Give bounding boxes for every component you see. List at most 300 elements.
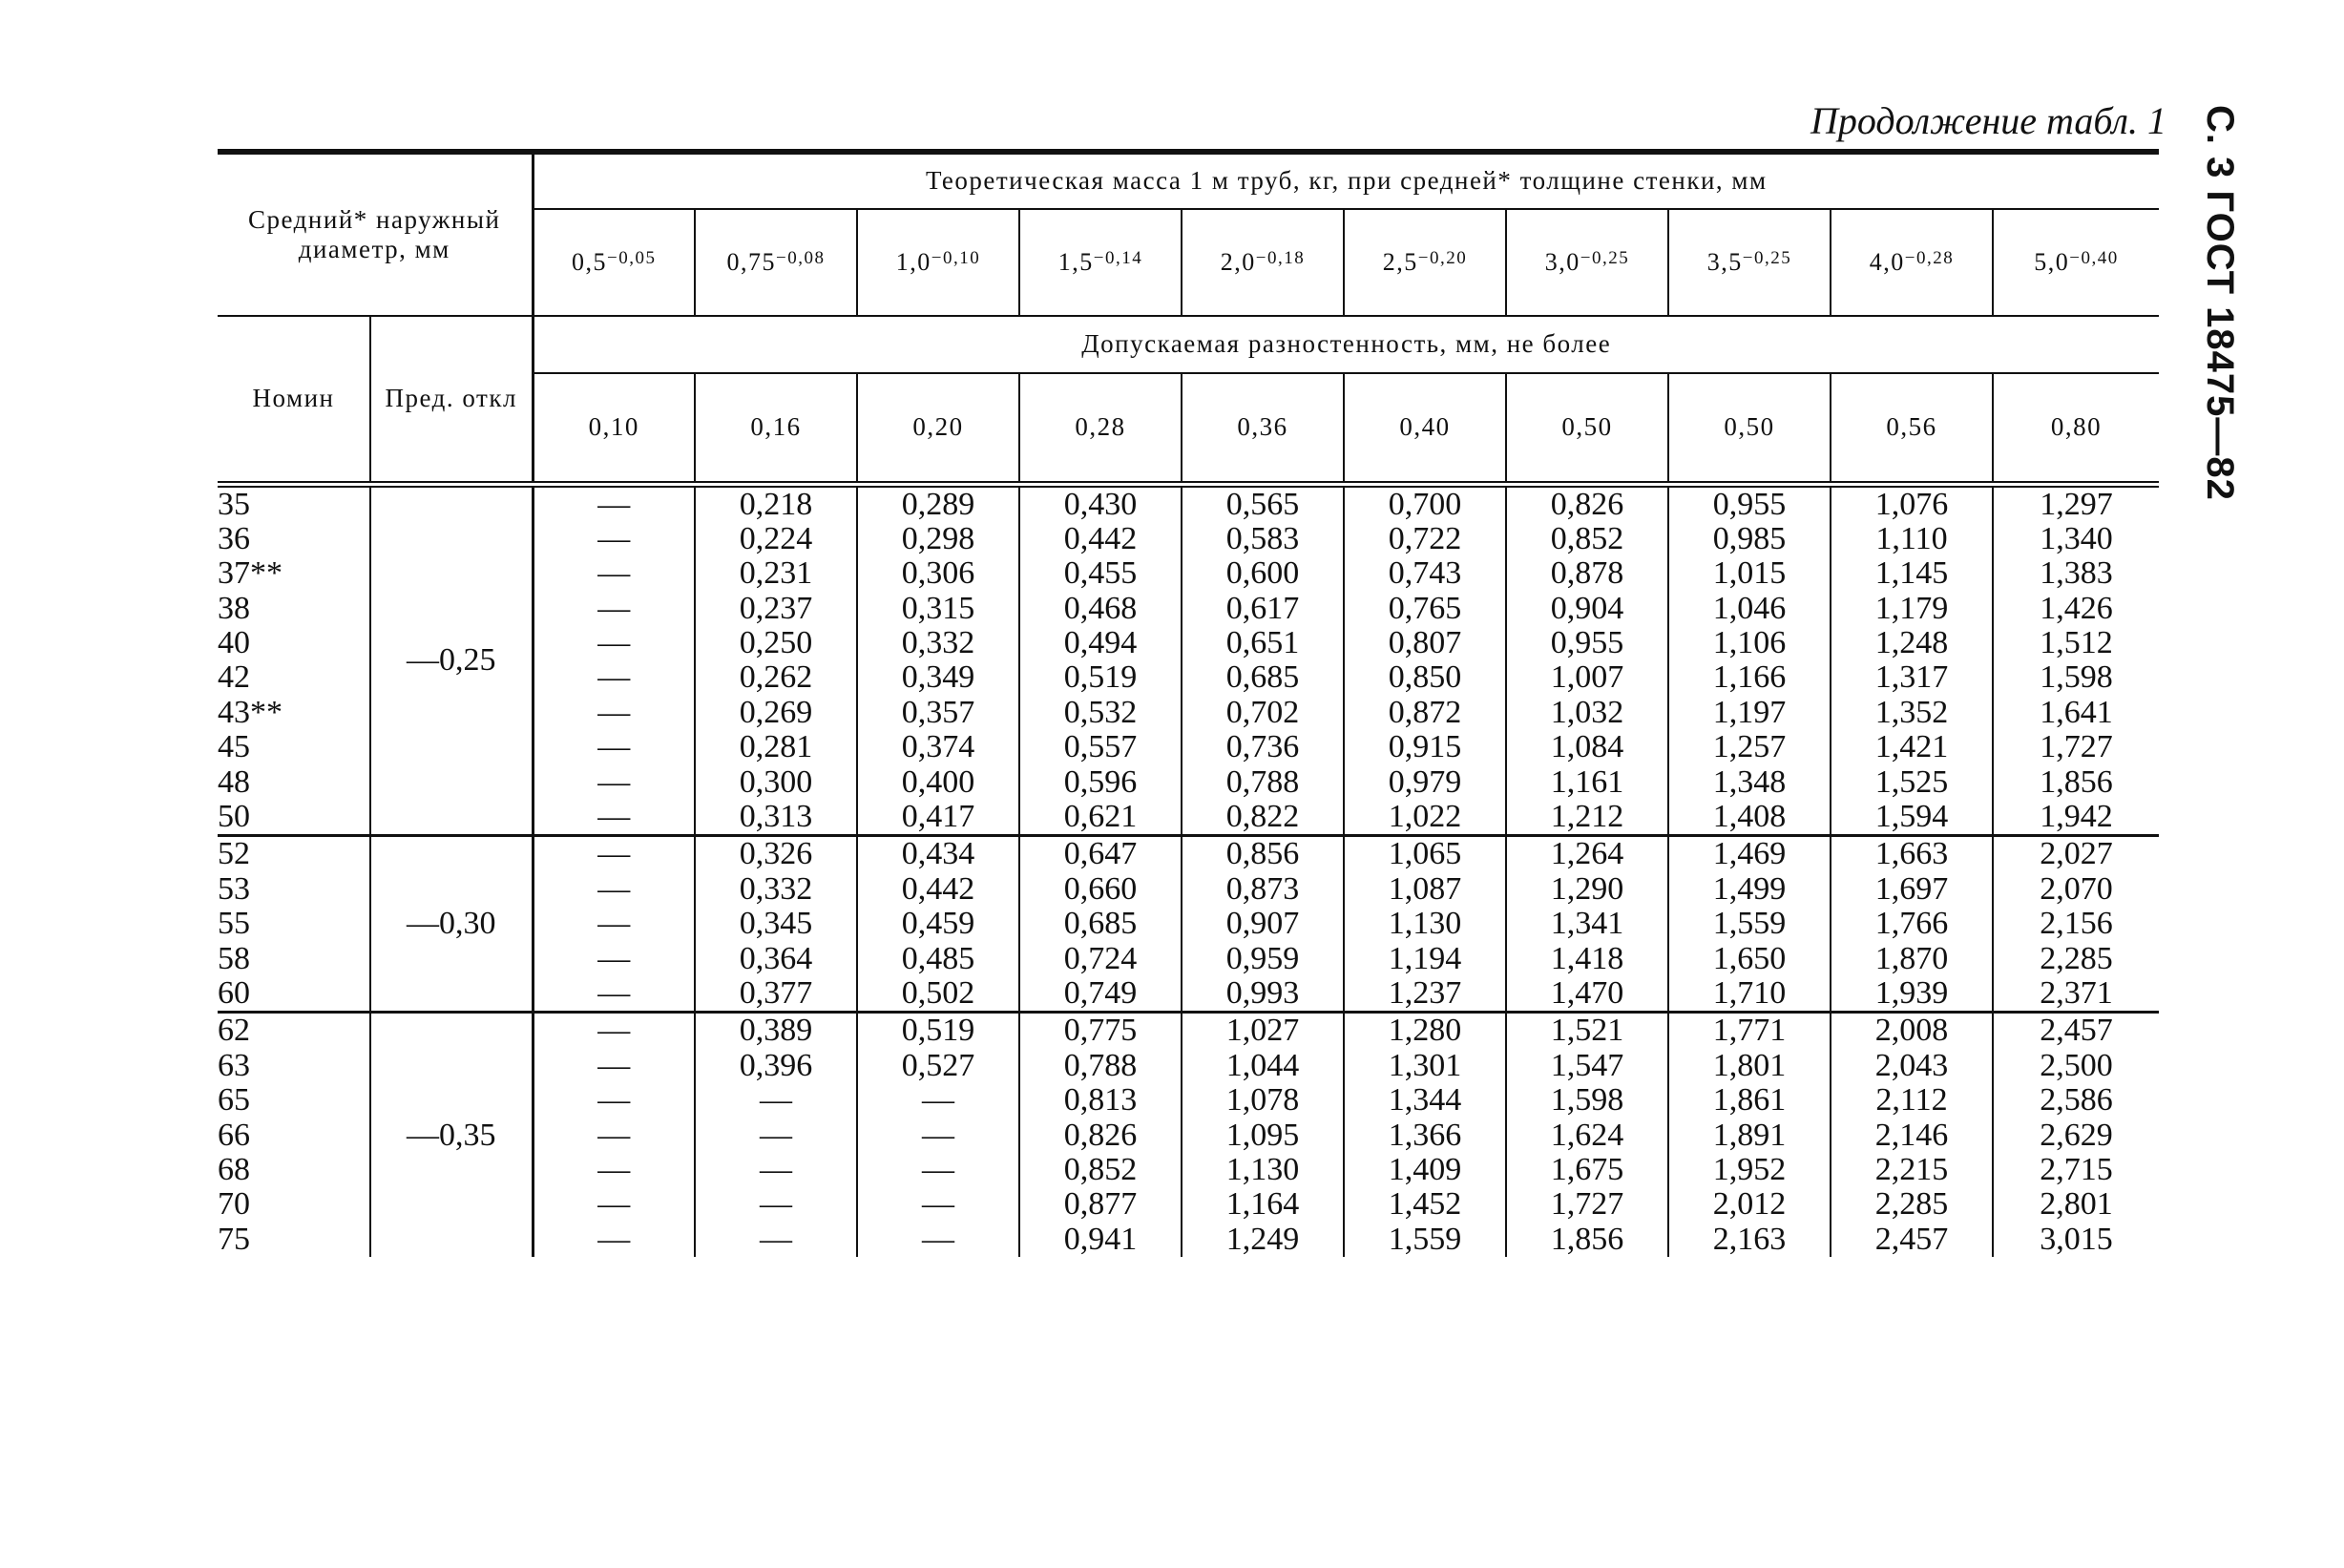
mass-value: 1,194 bbox=[1388, 940, 1462, 976]
nominal-diameter-cell bbox=[218, 836, 370, 1013]
mass-value: 0,313 bbox=[739, 799, 813, 835]
mass-table bbox=[218, 149, 2159, 1257]
mass-value: 1,470 bbox=[1550, 974, 1624, 1011]
mass-value: 2,215 bbox=[1874, 1151, 1949, 1187]
mass-value: — bbox=[597, 799, 631, 835]
mass-cell bbox=[1831, 1013, 1993, 1257]
mass-cell bbox=[695, 484, 857, 836]
mass-value: 1,624 bbox=[1550, 1117, 1624, 1153]
mass-value: 1,078 bbox=[1225, 1082, 1300, 1119]
mass-value: 0,872 bbox=[1388, 694, 1462, 730]
mass-value: 0,596 bbox=[1063, 763, 1138, 800]
mass-value: 1,421 bbox=[1874, 729, 1949, 765]
mass-value: 0,878 bbox=[1550, 555, 1624, 592]
thickness-nominal: 3,5 bbox=[1706, 248, 1743, 277]
mass-value: — bbox=[597, 974, 631, 1011]
mass-value: — bbox=[597, 836, 631, 872]
mass-value: 1,801 bbox=[1712, 1047, 1787, 1083]
mass-value: 1,264 bbox=[1550, 836, 1624, 872]
mass-value: 1,663 bbox=[1874, 836, 1949, 872]
mass-value: — bbox=[597, 1151, 631, 1187]
mass-value: 0,647 bbox=[1063, 836, 1138, 872]
mass-value: 1,249 bbox=[1225, 1221, 1300, 1257]
thickness-header bbox=[1182, 209, 1344, 316]
mass-value: 1,015 bbox=[1712, 555, 1787, 592]
mass-value: 0,298 bbox=[901, 520, 975, 556]
nominal-diameter: 55 bbox=[218, 906, 250, 942]
mass-value: 0,850 bbox=[1388, 659, 1462, 696]
mass-value: 0,621 bbox=[1063, 799, 1138, 835]
mass-value: 1,499 bbox=[1712, 870, 1787, 907]
mass-value: 0,455 bbox=[1063, 555, 1138, 592]
mass-value: 1,095 bbox=[1225, 1117, 1300, 1153]
thickness-nominal: 2,5 bbox=[1382, 248, 1418, 277]
nominal-diameter: 52 bbox=[218, 836, 250, 872]
mass-value: 0,557 bbox=[1063, 729, 1138, 765]
mass-value: 0,389 bbox=[739, 1013, 813, 1049]
mass-cell bbox=[1831, 484, 1993, 836]
mass-value: 2,457 bbox=[2040, 1013, 2113, 1049]
mass-value: 1,727 bbox=[2040, 729, 2113, 765]
mass-value: 0,494 bbox=[1063, 625, 1138, 661]
mass-value: 0,269 bbox=[739, 694, 813, 730]
mass-value: 0,959 bbox=[1225, 940, 1300, 976]
mass-value: 2,027 bbox=[2040, 836, 2113, 872]
mass-value: 0,315 bbox=[901, 590, 975, 626]
nominal-diameter: 63 bbox=[218, 1047, 250, 1083]
mass-value: 0,660 bbox=[1063, 870, 1138, 907]
mass-value: 1,525 bbox=[1874, 763, 1949, 800]
mass-value: 0,852 bbox=[1063, 1151, 1138, 1187]
mass-value: 0,377 bbox=[739, 974, 813, 1011]
mass-value: 1,130 bbox=[1388, 906, 1462, 942]
eccentricity-value: 0,40 bbox=[1344, 373, 1506, 484]
nominal-diameter: 53 bbox=[218, 870, 250, 907]
thickness-deviation: −0,05 bbox=[607, 248, 657, 269]
mass-value: — bbox=[597, 1117, 631, 1153]
mass-value: 0,332 bbox=[901, 625, 975, 661]
mass-value: 1,512 bbox=[2040, 625, 2113, 661]
mass-value: — bbox=[597, 1047, 631, 1083]
eccentricity-value: 0,20 bbox=[857, 373, 1019, 484]
mass-cell bbox=[695, 836, 857, 1013]
mass-cell bbox=[1019, 836, 1182, 1013]
mass-value: 0,743 bbox=[1388, 555, 1462, 592]
mass-cell bbox=[1506, 836, 1668, 1013]
mass-value: 1,675 bbox=[1550, 1151, 1624, 1187]
mass-value: 1,237 bbox=[1388, 974, 1462, 1011]
mass-value: 0,532 bbox=[1063, 694, 1138, 730]
eccentricity-value: 0,80 bbox=[1993, 373, 2159, 484]
nominal-diameter: 45 bbox=[218, 729, 250, 765]
mass-value: 1,344 bbox=[1388, 1082, 1462, 1119]
nominal-diameter: 66 bbox=[218, 1117, 250, 1153]
mass-value: 0,345 bbox=[739, 906, 813, 942]
mass-value: 0,224 bbox=[739, 520, 813, 556]
mass-value: 0,326 bbox=[739, 836, 813, 872]
mass-value: 1,426 bbox=[2040, 590, 2113, 626]
mass-value: 1,547 bbox=[1550, 1047, 1624, 1083]
mass-value: 1,290 bbox=[1550, 870, 1624, 907]
thickness-nominal: 1,0 bbox=[895, 248, 931, 277]
mass-value: 2,629 bbox=[2040, 1117, 2113, 1153]
nominal-diameter: 62 bbox=[218, 1013, 250, 1049]
mass-value: 0,685 bbox=[1225, 659, 1300, 696]
mass-header: Теоретическая масса 1 м труб, кг, при средней* толщине стенки, мм bbox=[533, 152, 2159, 209]
thickness-nominal: 3,0 bbox=[1544, 248, 1580, 277]
mass-value: — bbox=[597, 590, 631, 626]
mass-value: 1,408 bbox=[1712, 799, 1787, 835]
eccentricity-value: 0,10 bbox=[533, 373, 695, 484]
table-head bbox=[218, 152, 2159, 484]
mass-value: 0,807 bbox=[1388, 625, 1462, 661]
nominal-diameter: 36 bbox=[218, 520, 250, 556]
mass-value: 2,371 bbox=[2040, 974, 2113, 1011]
mass-value: 1,161 bbox=[1550, 763, 1624, 800]
mass-value: — bbox=[922, 1082, 954, 1119]
mass-value: — bbox=[597, 1013, 631, 1049]
mass-value: 1,939 bbox=[1874, 974, 1949, 1011]
mass-value: 0,434 bbox=[901, 836, 975, 872]
mass-value: 0,250 bbox=[739, 625, 813, 661]
mass-value: 1,352 bbox=[1874, 694, 1949, 730]
mass-cell bbox=[1668, 1013, 1831, 1257]
thickness-deviation: −0,40 bbox=[2069, 248, 2119, 269]
mass-value: 0,852 bbox=[1550, 520, 1624, 556]
mass-value: — bbox=[760, 1186, 792, 1223]
mass-value: 0,583 bbox=[1225, 520, 1300, 556]
mass-value: 1,065 bbox=[1388, 836, 1462, 872]
nominal-diameter: 65 bbox=[218, 1082, 250, 1119]
mass-value: — bbox=[760, 1221, 792, 1257]
nominal-diameter: 38 bbox=[218, 590, 250, 626]
mass-value: 1,641 bbox=[2040, 694, 2113, 730]
mass-value: 1,891 bbox=[1712, 1117, 1787, 1153]
nominal-diameter: 37** bbox=[218, 555, 283, 592]
mass-value: 0,527 bbox=[901, 1047, 975, 1083]
eccentricity-header: Допускаемая разностенность, мм, не более bbox=[533, 316, 2159, 373]
thickness-deviation: −0,20 bbox=[1417, 248, 1468, 269]
mass-value: 1,212 bbox=[1550, 799, 1624, 835]
mass-value: 2,586 bbox=[2040, 1082, 2113, 1119]
mass-value: — bbox=[597, 1221, 631, 1257]
mass-cell bbox=[1344, 484, 1506, 836]
eccentricity-value: 0,50 bbox=[1668, 373, 1831, 484]
nominal-diameter: 35 bbox=[218, 486, 250, 522]
mass-value: — bbox=[597, 486, 631, 522]
mass-value: 1,084 bbox=[1550, 729, 1624, 765]
page-header: Продолжение табл. 1 bbox=[1810, 99, 2166, 142]
mass-value: 0,289 bbox=[901, 486, 975, 522]
mass-value: 0,941 bbox=[1063, 1221, 1138, 1257]
mass-value: 0,300 bbox=[739, 763, 813, 800]
mass-value: 1,130 bbox=[1225, 1151, 1300, 1187]
nominal-diameter-cell bbox=[218, 484, 370, 836]
nominal-diameter-cell bbox=[218, 1013, 370, 1257]
thickness-header bbox=[533, 209, 695, 316]
mass-value: 1,248 bbox=[1874, 625, 1949, 661]
thickness-nominal: 1,5 bbox=[1057, 248, 1094, 277]
mass-value: 2,801 bbox=[2040, 1186, 2113, 1223]
mass-value: 0,993 bbox=[1225, 974, 1300, 1011]
mass-value: 1,297 bbox=[2040, 486, 2113, 522]
mass-value: 1,856 bbox=[2040, 763, 2113, 800]
thickness-deviation: −0,14 bbox=[1093, 248, 1143, 269]
table-row-group bbox=[218, 484, 2159, 836]
mass-value: — bbox=[922, 1151, 954, 1187]
mass-cell bbox=[533, 836, 695, 1013]
side-header: С. 3 ГОСТ 18475—82 bbox=[2199, 105, 2241, 501]
thickness-nominal: 4,0 bbox=[1869, 248, 1905, 277]
mass-value: 0,722 bbox=[1388, 520, 1462, 556]
mass-value: — bbox=[922, 1221, 954, 1257]
mass-value: 0,822 bbox=[1225, 799, 1300, 835]
mass-value: 1,110 bbox=[1875, 520, 1948, 556]
mass-value: 1,559 bbox=[1388, 1221, 1462, 1257]
mass-value: 0,955 bbox=[1712, 486, 1787, 522]
mass-value: — bbox=[597, 625, 631, 661]
mass-value: 2,012 bbox=[1712, 1186, 1787, 1223]
mass-value: 1,870 bbox=[1874, 940, 1949, 976]
mass-value: 1,341 bbox=[1550, 906, 1624, 942]
mass-value: 1,301 bbox=[1388, 1047, 1462, 1083]
thickness-header bbox=[1506, 209, 1668, 316]
mass-value: 0,231 bbox=[739, 555, 813, 592]
mass-value: 0,685 bbox=[1063, 906, 1138, 942]
mass-value: 0,915 bbox=[1388, 729, 1462, 765]
nominal-diameter: 43** bbox=[218, 694, 283, 730]
mass-value: 0,651 bbox=[1225, 625, 1300, 661]
mass-value: 1,650 bbox=[1712, 940, 1787, 976]
mass-value: — bbox=[597, 1186, 631, 1223]
thickness-header bbox=[857, 209, 1019, 316]
thickness-nominal: 0,5 bbox=[572, 248, 608, 277]
mass-value: — bbox=[597, 729, 631, 765]
mass-cell bbox=[1344, 836, 1506, 1013]
tolerance-cell: —0,30 bbox=[370, 836, 533, 1013]
thickness-header bbox=[1668, 209, 1831, 316]
mass-value: 0,400 bbox=[901, 763, 975, 800]
mass-value: 0,349 bbox=[901, 659, 975, 696]
mass-value: 1,409 bbox=[1388, 1151, 1462, 1187]
mass-value: 0,600 bbox=[1225, 555, 1300, 592]
mass-value: 2,163 bbox=[1712, 1221, 1787, 1257]
mass-cell bbox=[857, 1013, 1019, 1257]
mass-cell bbox=[1019, 1013, 1182, 1257]
mass-value: 0,617 bbox=[1225, 590, 1300, 626]
mass-value: 1,044 bbox=[1225, 1047, 1300, 1083]
mass-value: 0,468 bbox=[1063, 590, 1138, 626]
mass-value: 0,442 bbox=[1063, 520, 1138, 556]
mass-value: 0,519 bbox=[901, 1013, 975, 1049]
mass-value: 1,340 bbox=[2040, 520, 2113, 556]
mass-cell bbox=[857, 836, 1019, 1013]
mass-value: 2,457 bbox=[1874, 1221, 1949, 1257]
mass-value: 2,008 bbox=[1874, 1013, 1949, 1049]
mass-value: — bbox=[597, 520, 631, 556]
mass-value: 2,070 bbox=[2040, 870, 2113, 907]
mass-value: 0,765 bbox=[1388, 590, 1462, 626]
mass-value: 0,700 bbox=[1388, 486, 1462, 522]
mass-value: — bbox=[760, 1151, 792, 1187]
mass-value: 1,727 bbox=[1550, 1186, 1624, 1223]
mass-value: — bbox=[760, 1082, 792, 1119]
thickness-deviation: −0,28 bbox=[1904, 248, 1955, 269]
mass-cell bbox=[1993, 836, 2159, 1013]
mass-value: 1,856 bbox=[1550, 1221, 1624, 1257]
mass-value: 0,788 bbox=[1225, 763, 1300, 800]
mass-value: 0,237 bbox=[739, 590, 813, 626]
mass-value: 1,145 bbox=[1874, 555, 1949, 592]
mass-value: 0,907 bbox=[1225, 906, 1300, 942]
mass-value: 0,374 bbox=[901, 729, 975, 765]
thickness-header bbox=[1831, 209, 1993, 316]
mass-value: 1,594 bbox=[1874, 799, 1949, 835]
mass-cell bbox=[1506, 484, 1668, 836]
mass-cell bbox=[1344, 1013, 1506, 1257]
mass-value: 0,955 bbox=[1550, 625, 1624, 661]
nominal-diameter: 60 bbox=[218, 974, 250, 1011]
mass-value: 1,032 bbox=[1550, 694, 1624, 730]
thickness-nominal: 2,0 bbox=[1220, 248, 1256, 277]
thickness-deviation: −0,10 bbox=[931, 248, 981, 269]
nominal-diameter: 48 bbox=[218, 763, 250, 800]
mass-cell bbox=[533, 484, 695, 836]
mass-value: 0,856 bbox=[1225, 836, 1300, 872]
nominal-header: Номин bbox=[218, 316, 370, 484]
table-row-group bbox=[218, 1013, 2159, 1257]
mass-value: 1,007 bbox=[1550, 659, 1624, 696]
mass-value: 0,281 bbox=[739, 729, 813, 765]
mass-value: — bbox=[922, 1117, 954, 1153]
mass-value: 1,766 bbox=[1874, 906, 1949, 942]
mass-value: 0,724 bbox=[1063, 940, 1138, 976]
mass-value: 0,702 bbox=[1225, 694, 1300, 730]
mass-value: 1,106 bbox=[1712, 625, 1787, 661]
mass-value: — bbox=[597, 555, 631, 592]
mass-value: 2,715 bbox=[2040, 1151, 2113, 1187]
mass-value: 1,280 bbox=[1388, 1013, 1462, 1049]
mass-value: 0,262 bbox=[739, 659, 813, 696]
mass-value: 0,332 bbox=[739, 870, 813, 907]
mass-value: 1,418 bbox=[1550, 940, 1624, 976]
mass-value: — bbox=[597, 906, 631, 942]
thickness-header bbox=[1019, 209, 1182, 316]
mass-value: 2,043 bbox=[1874, 1047, 1949, 1083]
mass-value: 0,877 bbox=[1063, 1186, 1138, 1223]
mass-value: 0,826 bbox=[1063, 1117, 1138, 1153]
mass-value: 1,087 bbox=[1388, 870, 1462, 907]
mass-value: — bbox=[597, 659, 631, 696]
mass-value: 0,218 bbox=[739, 486, 813, 522]
mass-value: 0,904 bbox=[1550, 590, 1624, 626]
thickness-header bbox=[1344, 209, 1506, 316]
table-body bbox=[218, 484, 2159, 1257]
mass-cell bbox=[1019, 484, 1182, 836]
thickness-header bbox=[1993, 209, 2159, 316]
mass-value: 0,364 bbox=[739, 940, 813, 976]
mass-value: 2,285 bbox=[2040, 940, 2113, 976]
thickness-deviation: −0,25 bbox=[1580, 248, 1630, 269]
eccentricity-value: 0,16 bbox=[695, 373, 857, 484]
nominal-diameter: 50 bbox=[218, 799, 250, 835]
mass-value: — bbox=[597, 940, 631, 976]
mass-value: 2,146 bbox=[1874, 1117, 1949, 1153]
mass-value: 0,417 bbox=[901, 799, 975, 835]
thickness-nominal: 0,75 bbox=[726, 248, 777, 277]
nominal-diameter: 42 bbox=[218, 659, 250, 696]
mass-cell bbox=[533, 1013, 695, 1257]
mass-value: 1,469 bbox=[1712, 836, 1787, 872]
mass-cell bbox=[1182, 836, 1344, 1013]
mass-value: 2,500 bbox=[2040, 1047, 2113, 1083]
mass-value: 2,156 bbox=[2040, 906, 2113, 942]
mass-value: 1,046 bbox=[1712, 590, 1787, 626]
mass-value: 1,942 bbox=[2040, 799, 2113, 835]
mass-value: 1,952 bbox=[1712, 1151, 1787, 1187]
mass-value: 1,861 bbox=[1712, 1082, 1787, 1119]
mass-value: 0,775 bbox=[1063, 1013, 1138, 1049]
mass-value: 1,366 bbox=[1388, 1117, 1462, 1153]
mass-value: 1,598 bbox=[1550, 1082, 1624, 1119]
mass-value: 0,502 bbox=[901, 974, 975, 1011]
mass-value: 0,485 bbox=[901, 940, 975, 976]
mass-value: 1,559 bbox=[1712, 906, 1787, 942]
mass-value: 0,873 bbox=[1225, 870, 1300, 907]
mass-value: 0,396 bbox=[739, 1047, 813, 1083]
mass-value: — bbox=[597, 763, 631, 800]
nominal-diameter: 75 bbox=[218, 1221, 250, 1257]
mass-value: 0,306 bbox=[901, 555, 975, 592]
tolerance-cell: —0,25 bbox=[370, 484, 533, 836]
tolerance-header: Пред. откл bbox=[370, 316, 533, 484]
eccentricity-value: 0,28 bbox=[1019, 373, 1182, 484]
mass-value: 0,459 bbox=[901, 906, 975, 942]
mass-value: — bbox=[597, 694, 631, 730]
thickness-deviation: −0,25 bbox=[1742, 248, 1792, 269]
eccentricity-value: 0,56 bbox=[1831, 373, 1993, 484]
mass-cell bbox=[1993, 1013, 2159, 1257]
mass-cell bbox=[1182, 1013, 1344, 1257]
thickness-deviation: −0,08 bbox=[776, 248, 826, 269]
mass-value: 1,027 bbox=[1225, 1013, 1300, 1049]
eccentricity-value: 0,50 bbox=[1506, 373, 1668, 484]
mass-value: 0,442 bbox=[901, 870, 975, 907]
mass-value: 2,112 bbox=[1875, 1082, 1948, 1119]
mass-value: 1,383 bbox=[2040, 555, 2113, 592]
mass-value: 1,771 bbox=[1712, 1013, 1787, 1049]
mass-value: 1,164 bbox=[1225, 1186, 1300, 1223]
mass-value: — bbox=[922, 1186, 954, 1223]
mass-value: 1,179 bbox=[1874, 590, 1949, 626]
mass-value: 0,788 bbox=[1063, 1047, 1138, 1083]
mass-cell bbox=[1506, 1013, 1668, 1257]
nominal-diameter: 68 bbox=[218, 1151, 250, 1187]
mass-cell bbox=[857, 484, 1019, 836]
thickness-header bbox=[695, 209, 857, 316]
diameter-header: Средний* наружный диаметр, мм bbox=[218, 152, 533, 316]
mass-value: 0,565 bbox=[1225, 486, 1300, 522]
mass-value: 2,285 bbox=[1874, 1186, 1949, 1223]
mass-cell bbox=[1668, 836, 1831, 1013]
nominal-diameter: 40 bbox=[218, 625, 250, 661]
mass-cell bbox=[1831, 836, 1993, 1013]
mass-value: 1,521 bbox=[1550, 1013, 1624, 1049]
mass-value: 0,749 bbox=[1063, 974, 1138, 1011]
thickness-nominal: 5,0 bbox=[2034, 248, 2070, 277]
mass-value: 1,598 bbox=[2040, 659, 2113, 696]
mass-value: 1,452 bbox=[1388, 1186, 1462, 1223]
